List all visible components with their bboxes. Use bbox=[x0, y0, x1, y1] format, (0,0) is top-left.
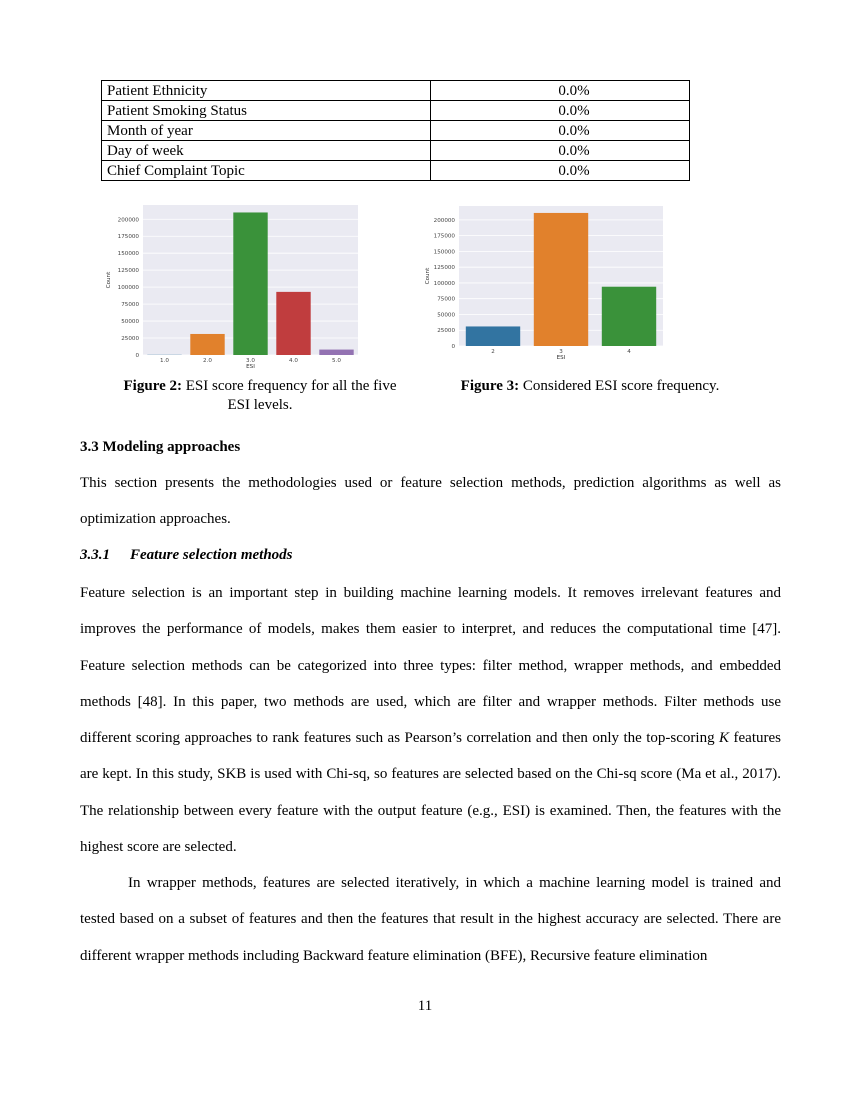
bar-4 bbox=[602, 287, 656, 346]
y-axis-label: Count bbox=[425, 267, 431, 285]
y-tick-label: 150000 bbox=[117, 251, 139, 258]
intro-paragraph: This section presents the methodologies used or feature selection methods, prediction algorithms as well as optimization approaches. bbox=[80, 475, 781, 528]
table-cell-label: Month of year bbox=[102, 121, 431, 141]
x-tick-label: 4.0 bbox=[289, 358, 298, 364]
wrapper-methods-paragraph: In wrapper methods, features are selected iteratively, in which a machine learning model is trained and tested based on a subset of features and then the features that result in the highest accuracy are selected. There are different wrapper methods including Backward feature elimination (BFE), Recursive feature elimination bbox=[80, 875, 781, 964]
x-tick-label: 2.0 bbox=[203, 358, 212, 364]
bar-4.0 bbox=[276, 292, 310, 355]
figure-3-caption bbox=[440, 377, 740, 396]
table-row bbox=[102, 121, 690, 141]
x-axis-label: ESI bbox=[246, 364, 255, 370]
table-cell-label: Patient Smoking Status bbox=[102, 101, 431, 121]
y-tick-label: 0 bbox=[135, 353, 139, 359]
y-tick-label: 25000 bbox=[121, 336, 139, 343]
y-tick-label: 175000 bbox=[117, 234, 139, 241]
y-tick-label: 100000 bbox=[433, 280, 455, 287]
bar-2 bbox=[466, 326, 520, 346]
figure-2-text: ESI score frequency for all the five bbox=[181, 378, 397, 394]
x-tick-label: 2 bbox=[491, 349, 495, 355]
table-row bbox=[102, 141, 690, 161]
table-row bbox=[102, 161, 690, 181]
figure-3-text: Considered ESI score frequency. bbox=[519, 378, 720, 394]
subsection-title: Feature selection methods bbox=[130, 547, 293, 563]
table-row bbox=[102, 101, 690, 121]
y-tick-label: 75000 bbox=[121, 302, 139, 309]
y-tick-label: 100000 bbox=[117, 285, 139, 292]
section-heading: 3.3 Modeling approaches bbox=[80, 439, 241, 455]
missing-values-table bbox=[101, 80, 690, 181]
table-cell-value bbox=[431, 141, 690, 161]
table-cell-label: Chief Complaint Topic bbox=[102, 161, 431, 181]
table-cell-value-text: 0.0% bbox=[558, 103, 590, 119]
feature-selection-paragraph bbox=[80, 575, 781, 865]
bar-3 bbox=[534, 213, 588, 346]
x-tick-label: 3 bbox=[559, 349, 563, 355]
table-row bbox=[102, 81, 690, 101]
table-cell-value-text: 0.0% bbox=[558, 143, 590, 159]
paragraph-text-part2: features are kept. In this study, SKB is used with Chi-sq, so features are selected based on the Chi-sq score (Ma et al., 2017). The relationship between every feature with the output feature (e.g., ESI) is examined. Then, the features with the highest score are selected. bbox=[80, 730, 781, 856]
bar-2.0 bbox=[190, 334, 224, 355]
table-cell-label: Day of week bbox=[102, 141, 431, 161]
table-cell-value bbox=[431, 161, 690, 181]
x-tick-label: 3.0 bbox=[246, 358, 255, 364]
bar-5.0 bbox=[319, 350, 353, 355]
y-axis-label: Count bbox=[106, 271, 112, 289]
table-cell-value-text: 0.0% bbox=[558, 123, 590, 139]
figure-3-label: Figure 3: bbox=[460, 378, 520, 394]
table-cell-value bbox=[431, 101, 690, 121]
y-tick-label: 75000 bbox=[437, 296, 455, 303]
subsection-heading bbox=[80, 547, 293, 564]
y-tick-label: 200000 bbox=[433, 217, 455, 224]
subsection-number: 3.3.1 bbox=[80, 547, 110, 563]
table-cell-value-text: 0.0% bbox=[558, 83, 590, 99]
y-tick-label: 50000 bbox=[121, 319, 139, 326]
math-k: K bbox=[719, 730, 730, 747]
y-tick-label: 0 bbox=[451, 344, 455, 350]
table-cell-value bbox=[431, 81, 690, 101]
table-cell-label: Patient Ethnicity bbox=[102, 81, 431, 101]
y-tick-label: 25000 bbox=[437, 328, 455, 335]
x-tick-label: 5.0 bbox=[332, 358, 341, 364]
y-tick-label: 150000 bbox=[433, 249, 455, 256]
x-tick-label: 4 bbox=[627, 349, 631, 355]
table-cell-value-text: 0.0% bbox=[558, 163, 590, 179]
y-tick-label: 125000 bbox=[433, 265, 455, 272]
x-axis-label: ESI bbox=[556, 355, 566, 361]
bar-3.0 bbox=[233, 212, 267, 355]
figure-2-text-line2: ESI levels. bbox=[227, 397, 293, 413]
paragraph-text-part1: Feature selection is an important step in building machine learning models. It removes irrelevant features and improves the performance of models, makes them easier to interpret, and reduces the computational time [47]. Feature selection methods can be categorized into three types: filter method, wrapper methods, and embedded methods [48]. In this paper, two methods are used, which are filter and wrapper methods. Filter methods use different scoring approaches to rank features such as Pearson’s correlation and then only the top-scoring bbox=[80, 585, 781, 747]
figure-2-caption bbox=[100, 377, 420, 415]
figure-2-chart bbox=[103, 200, 365, 376]
table-cell-value bbox=[431, 121, 690, 141]
y-tick-label: 125000 bbox=[117, 268, 139, 275]
x-tick-label: 1.0 bbox=[160, 358, 169, 364]
figure-2-label: Figure 2: bbox=[123, 378, 182, 394]
y-tick-label: 200000 bbox=[117, 217, 139, 224]
y-tick-label: 175000 bbox=[433, 233, 455, 240]
page-number: 11 bbox=[417, 998, 433, 1014]
figure-3-chart bbox=[422, 200, 666, 368]
y-tick-label: 50000 bbox=[437, 312, 455, 319]
